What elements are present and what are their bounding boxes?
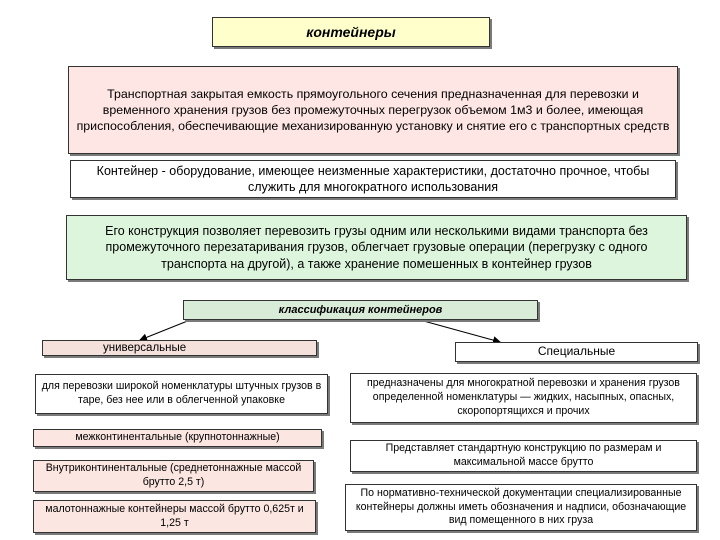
- definition-box: [68, 66, 678, 154]
- universal-item-text: межконтинентальные (крупнотоннажные): [75, 431, 280, 444]
- universal-item-text: малотоннажные контейнеры массой брутто 0,625т и 1,25 т: [45, 502, 304, 529]
- arrow-to-universal: [140, 320, 190, 340]
- construction-box: [66, 215, 687, 280]
- universal-label: универсальные: [103, 341, 187, 354]
- special-item-text: предназначены для многократной перевозки и хранения грузов определенной номенклатуры — жидких, насыпных, опасных, скоропортящихся и прочих: [367, 377, 680, 417]
- universal-item-text: Внутриконтинентальные (среднетоннажные массой брутто 2,5 т): [45, 462, 302, 488]
- classification-text: классификация контейнеров: [278, 303, 443, 316]
- special-item-text: Представляет стандартную конструкцию по размерам и максимальной массе брутто: [385, 442, 662, 468]
- arrow-to-special: [420, 320, 500, 342]
- special-item-text: По нормативно-технической документации специализированные контейнеры должны иметь обозначения и надписи, обозначающие вид помещенного в них груза: [355, 486, 687, 527]
- special-item-box: [350, 373, 697, 423]
- special-label: Специальные: [537, 344, 616, 359]
- universal-item-box: [35, 374, 328, 414]
- container-description-box: [70, 160, 676, 198]
- special-item-box: [350, 440, 697, 472]
- container-description-text: Контейнер - оборудование, имеющее неизменные характеристики, достаточно прочное, чтобы служить для многократного использования: [96, 163, 650, 194]
- universal-item-text: для перевозки широкой номенклатуры штучных грузов в таре, без нее или в облегченной упаковке: [41, 380, 322, 406]
- classification-box: [183, 300, 538, 320]
- title-text: контейнеры: [306, 23, 396, 40]
- construction-text: Его конструкция позволяет перевозить грузы одним или несколькими видами транспорта без промежуточного перезатаривания грузов, облегчает грузовые операции (перегрузку с одного транспорта на другой), а также хранение помешенных в контейнер грузов: [105, 224, 648, 271]
- title-box: [212, 17, 490, 47]
- special-item-box: [345, 484, 697, 531]
- universal-item-box: [33, 460, 314, 492]
- universal-item-box: [33, 500, 316, 533]
- definition-text: Транспортная закрытая емкость прямоугольного сечения предназначенная для перевозки и временного хранения грузов без промежуточных перегрузок объемом 1м3 и более, имеющая приспособления, обеспечивающие механизированную установку и снятие его с транспортных средств: [76, 86, 670, 134]
- special-category-box: [455, 342, 698, 362]
- universal-item-box: [33, 429, 322, 447]
- universal-category-box: [42, 340, 317, 356]
